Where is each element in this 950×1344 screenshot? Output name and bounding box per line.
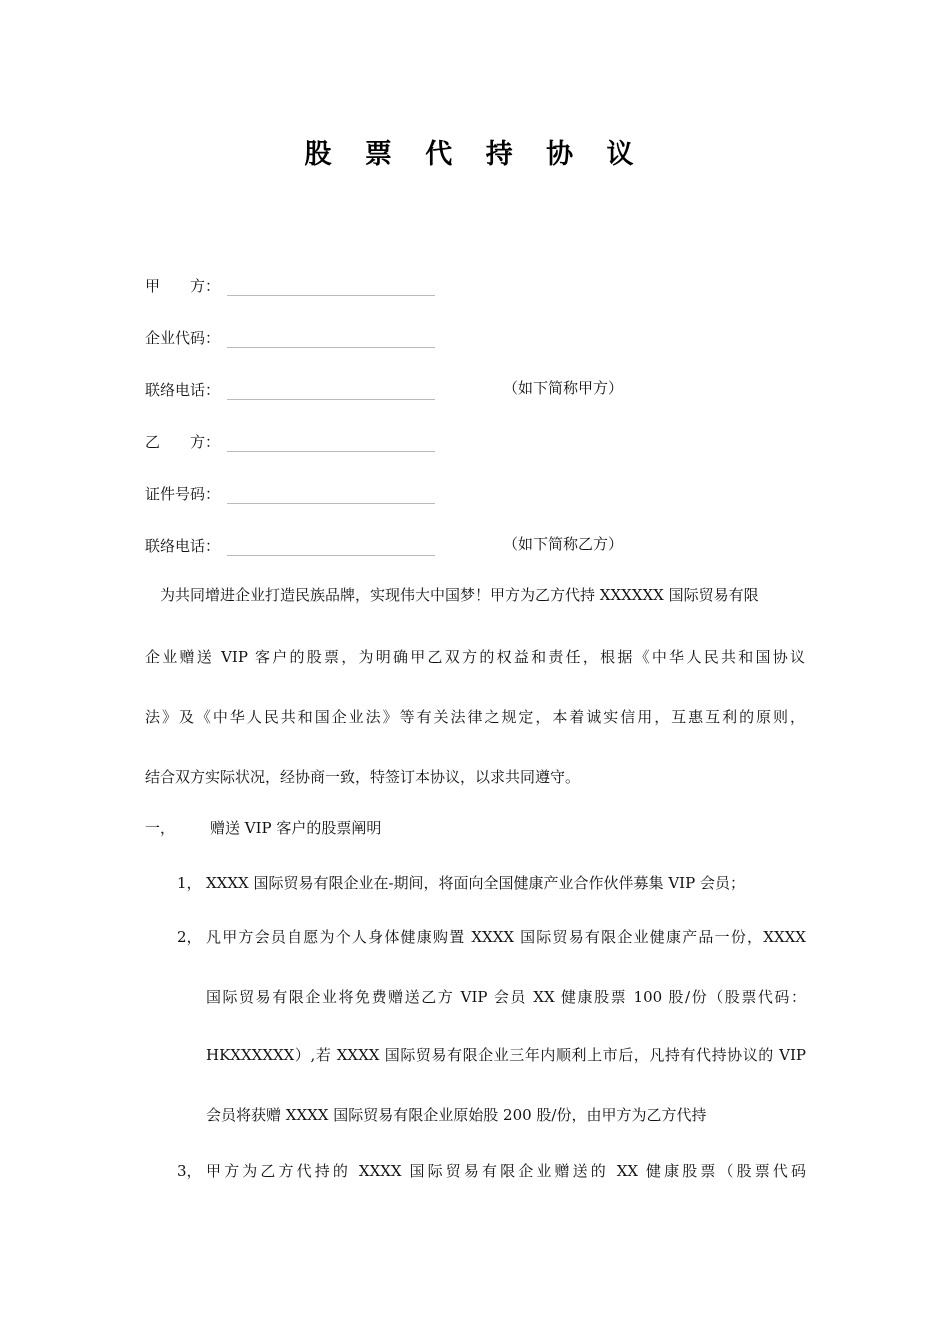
field-label: 联络电话： bbox=[145, 537, 221, 555]
field-company-code bbox=[145, 324, 435, 348]
item-number: 1， bbox=[177, 874, 202, 892]
item-line: 会员将获赠 XXXX 国际贸易有限企业原始股 200 股/份，由甲方为乙方代持 bbox=[206, 1106, 707, 1124]
intro-line: 企业赠送 VIP 客户的股票，为明确甲乙双方的权益和责任，根据《中华人民共和国协议 bbox=[145, 648, 805, 666]
field-blank-line[interactable] bbox=[227, 277, 435, 296]
note-party-a: （如下简称甲方） bbox=[503, 379, 624, 397]
field-label: 甲 方： bbox=[145, 277, 221, 295]
document-title: 股 票 代 持 协 议 bbox=[304, 139, 646, 170]
item-line: 甲方为乙方代持的 XXXX 国际贸易有限企业赠送的 XX 健康股票（股票代码 bbox=[206, 1162, 806, 1180]
field-party-b bbox=[145, 428, 435, 452]
item-number: 3， bbox=[177, 1162, 202, 1180]
field-label: 企业代码： bbox=[145, 329, 221, 347]
intro-line: 为共同增进企业打造民族品牌，实现伟大中国梦！甲方为乙方代持 XXXXXX 国际贸易有限 bbox=[160, 586, 759, 604]
item-line: 国际贸易有限企业将免费赠送乙方 VIP 会员 XX 健康股票 100 股/份（股票代码： bbox=[206, 988, 806, 1006]
field-blank-line[interactable] bbox=[227, 381, 435, 400]
field-label: 联络电话： bbox=[145, 381, 221, 399]
field-blank-line[interactable] bbox=[227, 485, 435, 504]
item-line: 凡甲方会员自愿为个人身体健康购置 XXXX 国际贸易有限企业健康产品一份，XXXX bbox=[206, 928, 806, 946]
item-number: 2， bbox=[177, 928, 202, 946]
field-id-number bbox=[145, 480, 435, 504]
field-blank-line[interactable] bbox=[227, 433, 435, 452]
field-phone-b bbox=[145, 532, 435, 556]
field-phone-a bbox=[145, 376, 435, 400]
intro-line: 法》及《中华人民共和国企业法》等有关法律之规定，本着诚实信用，互惠互利的原则， bbox=[145, 708, 805, 726]
item-line: HKXXXXXX）,若 XXXX 国际贸易有限企业三年内顺利上市后，凡持有代持协议的 VIP bbox=[206, 1046, 806, 1064]
field-party-a bbox=[145, 272, 435, 296]
item-line: XXXX 国际贸易有限企业在-期间，将面向全国健康产业合作伙伴募集 VIP 会员； bbox=[206, 874, 745, 892]
intro-line: 结合双方实际状况，经协商一致，特签订本协议，以求共同遵守。 bbox=[145, 768, 581, 786]
field-blank-line[interactable] bbox=[227, 329, 435, 348]
field-label: 证件号码： bbox=[145, 485, 221, 503]
section-title: 赠送 VIP 客户的股票阐明 bbox=[210, 819, 382, 837]
field-blank-line[interactable] bbox=[227, 537, 435, 556]
field-label: 乙 方： bbox=[145, 433, 221, 451]
note-party-b: （如下简称乙方） bbox=[503, 535, 624, 553]
section-number: 一， bbox=[145, 819, 176, 837]
